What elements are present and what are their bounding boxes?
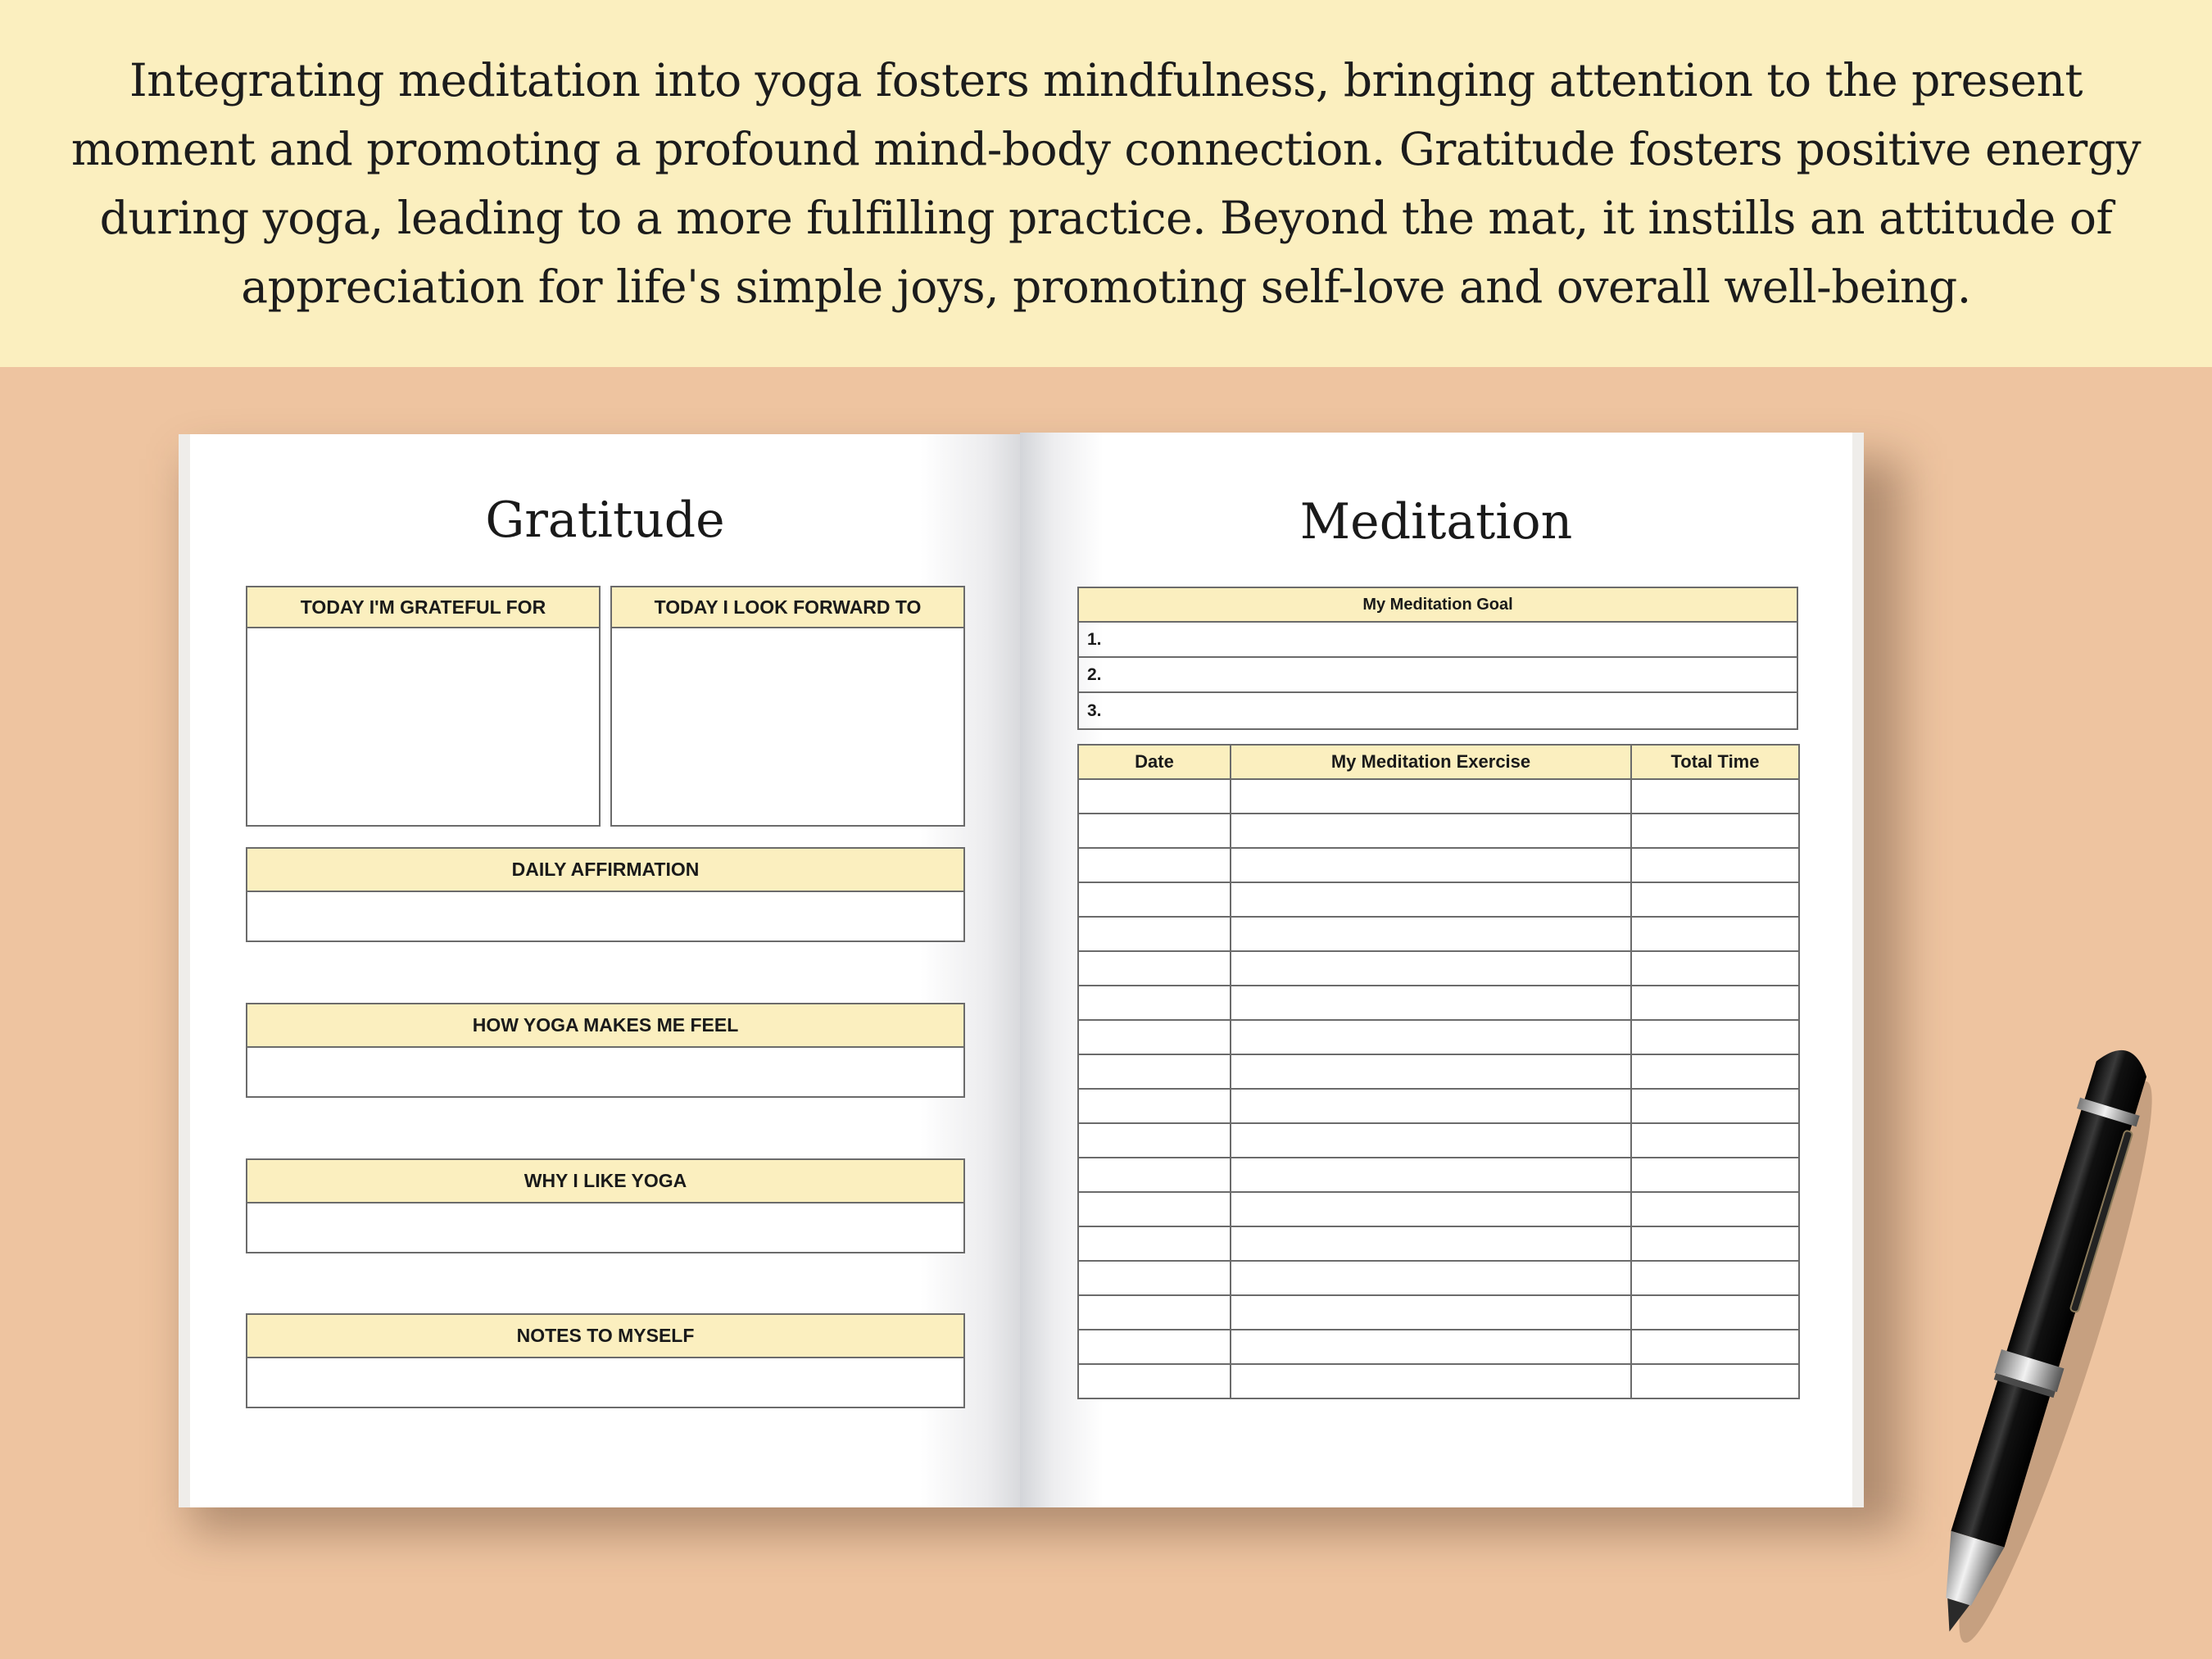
- exercise-cell[interactable]: [1231, 1364, 1631, 1398]
- exercise-cell[interactable]: [1231, 951, 1631, 986]
- exercise-cell[interactable]: [1231, 1158, 1631, 1192]
- date-cell[interactable]: [1078, 814, 1231, 848]
- date-cell[interactable]: [1078, 1089, 1231, 1123]
- table-row: [1078, 1295, 1799, 1330]
- intro-banner: [0, 0, 2212, 367]
- table-row: [1078, 779, 1799, 814]
- notes-box[interactable]: [246, 1313, 965, 1408]
- exercise-cell[interactable]: [1231, 1089, 1631, 1123]
- exercise-cell[interactable]: [1231, 1226, 1631, 1261]
- goal-row[interactable]: 2.: [1079, 658, 1797, 693]
- gratitude-page: [179, 434, 1020, 1507]
- exercise-cell[interactable]: [1231, 779, 1631, 814]
- table-row: [1078, 1054, 1799, 1089]
- date-cell[interactable]: [1078, 1123, 1231, 1158]
- exercise-cell[interactable]: [1231, 1330, 1631, 1364]
- exercise-column-header: My Meditation Exercise: [1231, 745, 1631, 779]
- table-row: [1078, 917, 1799, 951]
- meditation-goal-header: My Meditation Goal: [1079, 588, 1797, 623]
- look-forward-box[interactable]: [610, 586, 965, 827]
- date-cell[interactable]: [1078, 1054, 1231, 1089]
- total-time-cell[interactable]: [1631, 1158, 1799, 1192]
- total-time-cell[interactable]: [1631, 917, 1799, 951]
- total-time-cell[interactable]: [1631, 1295, 1799, 1330]
- total-time-cell[interactable]: [1631, 1020, 1799, 1054]
- grateful-for-box[interactable]: [246, 586, 601, 827]
- table-row: [1078, 1364, 1799, 1398]
- table-row: [1078, 1089, 1799, 1123]
- log-body: [1078, 779, 1799, 1398]
- exercise-cell[interactable]: [1231, 917, 1631, 951]
- total-time-cell[interactable]: [1631, 814, 1799, 848]
- date-cell[interactable]: [1078, 1364, 1231, 1398]
- date-cell[interactable]: [1078, 1295, 1231, 1330]
- total-time-cell[interactable]: [1631, 779, 1799, 814]
- log-header-row: [1078, 745, 1799, 779]
- notes-header: NOTES TO MYSELF: [247, 1315, 963, 1358]
- table-row: [1078, 1261, 1799, 1295]
- meditation-page: [1020, 433, 1864, 1507]
- exercise-cell[interactable]: [1231, 882, 1631, 917]
- table-row: [1078, 814, 1799, 848]
- table-row: [1078, 882, 1799, 917]
- total-time-cell[interactable]: [1631, 986, 1799, 1020]
- total-time-cell[interactable]: [1631, 1123, 1799, 1158]
- intro-line-3: during yoga, leading to a more fulfilling practice. Beyond the mat, it instills an attitude of: [99, 192, 2113, 244]
- yoga-feel-header: HOW YOGA MAKES ME FEEL: [247, 1004, 963, 1048]
- date-cell[interactable]: [1078, 1261, 1231, 1295]
- date-cell[interactable]: [1078, 779, 1231, 814]
- daily-affirmation-box[interactable]: [246, 847, 965, 942]
- intro-text: [71, 46, 2141, 321]
- goal-row[interactable]: 3.: [1087, 700, 1102, 720]
- total-time-column-header: Total Time: [1631, 745, 1799, 779]
- total-time-cell[interactable]: [1631, 1364, 1799, 1398]
- exercise-cell[interactable]: [1231, 848, 1631, 882]
- table-row: [1078, 1020, 1799, 1054]
- total-time-cell[interactable]: [1631, 1330, 1799, 1364]
- total-time-cell[interactable]: [1631, 1089, 1799, 1123]
- date-cell[interactable]: [1078, 951, 1231, 986]
- date-cell[interactable]: [1078, 1158, 1231, 1192]
- intro-line-2: moment and promoting a profound mind-body connection. Gratitude fosters positive energy: [70, 123, 2142, 175]
- date-cell[interactable]: [1078, 1192, 1231, 1226]
- pen-icon: [1917, 1024, 2163, 1647]
- exercise-cell[interactable]: [1231, 814, 1631, 848]
- total-time-cell[interactable]: [1631, 1226, 1799, 1261]
- intro-line-4: appreciation for life's simple joys, promoting self-love and overall well-being.: [241, 261, 1971, 313]
- yoga-feel-box[interactable]: [246, 1003, 965, 1098]
- date-cell[interactable]: [1078, 882, 1231, 917]
- total-time-cell[interactable]: [1631, 1261, 1799, 1295]
- daily-affirmation-header: DAILY AFFIRMATION: [247, 849, 963, 892]
- date-cell[interactable]: [1078, 1330, 1231, 1364]
- date-cell[interactable]: [1078, 986, 1231, 1020]
- intro-line-1: Integrating meditation into yoga fosters mindfulness, bringing attention to the present: [129, 54, 2083, 107]
- total-time-cell[interactable]: [1631, 848, 1799, 882]
- date-cell[interactable]: [1078, 1020, 1231, 1054]
- table-row: [1078, 1226, 1799, 1261]
- table-row: [1078, 1123, 1799, 1158]
- meditation-log-table: [1077, 744, 1800, 1399]
- why-yoga-box[interactable]: [246, 1158, 965, 1253]
- table-row: [1078, 1158, 1799, 1192]
- table-row: [1078, 1192, 1799, 1226]
- total-time-cell[interactable]: [1631, 1192, 1799, 1226]
- exercise-cell[interactable]: [1231, 1123, 1631, 1158]
- date-column-header: Date: [1078, 745, 1231, 779]
- table-row: [1078, 986, 1799, 1020]
- total-time-cell[interactable]: [1631, 1054, 1799, 1089]
- table-row: [1078, 1330, 1799, 1364]
- table-row: [1078, 848, 1799, 882]
- why-yoga-header: WHY I LIKE YOGA: [247, 1160, 963, 1203]
- total-time-cell[interactable]: [1631, 882, 1799, 917]
- grateful-for-header: TODAY I'M GRATEFUL FOR: [247, 587, 599, 628]
- table-row: [1078, 951, 1799, 986]
- exercise-cell[interactable]: [1231, 1192, 1631, 1226]
- meditation-goal-box: [1077, 587, 1798, 730]
- exercise-cell[interactable]: [1231, 1020, 1631, 1054]
- exercise-cell[interactable]: [1231, 1054, 1631, 1089]
- meditation-title: Meditation: [1299, 493, 1573, 551]
- gratitude-title: Gratitude: [485, 492, 725, 549]
- look-forward-header: TODAY I LOOK FORWARD TO: [612, 587, 963, 628]
- date-cell[interactable]: [1078, 917, 1231, 951]
- date-cell[interactable]: [1078, 1226, 1231, 1261]
- total-time-cell[interactable]: [1631, 951, 1799, 986]
- date-cell[interactable]: [1078, 848, 1231, 882]
- goal-row[interactable]: 1.: [1079, 623, 1797, 658]
- exercise-cell[interactable]: [1231, 1261, 1631, 1295]
- exercise-cell[interactable]: [1231, 986, 1631, 1020]
- exercise-cell[interactable]: [1231, 1295, 1631, 1330]
